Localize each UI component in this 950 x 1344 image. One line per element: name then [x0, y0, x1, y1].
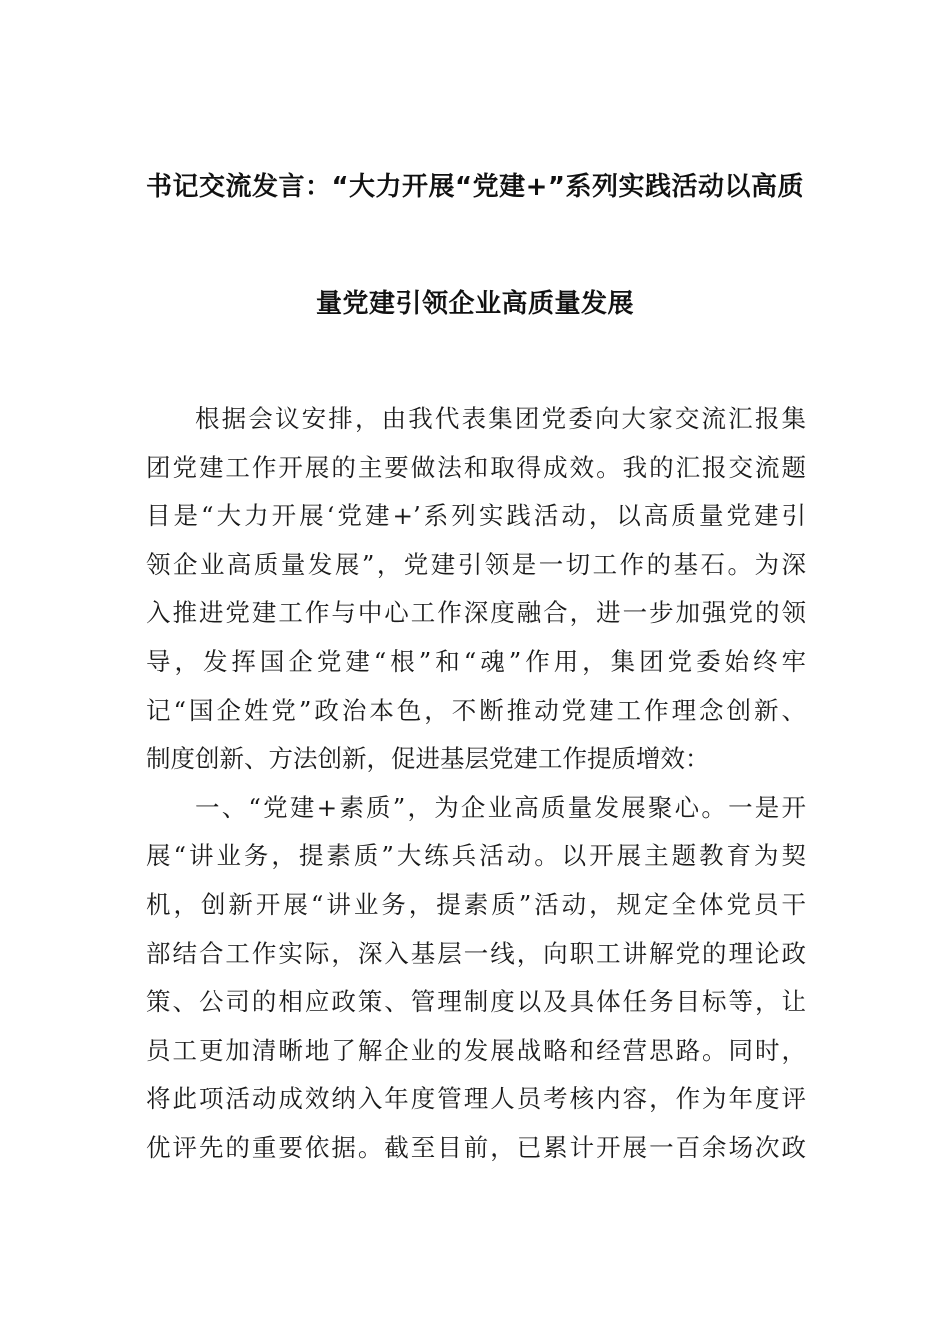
- body-line: 部结合工作实际，深入基层一线，向职工讲解党的理论政: [146, 938, 806, 968]
- body-line: 优评先的重要依据。截至目前，已累计开展一百余场次政: [146, 1132, 806, 1162]
- document-title-line-2: 量党建引领企业高质量发展: [315, 289, 634, 319]
- document-body: [146, 395, 806, 1173]
- body-line: 机，创新开展“讲业务，提素质”活动，规定全体党员干: [146, 889, 806, 919]
- body-line: 入推进党建工作与中心工作深度融合，进一步加强党的领: [146, 598, 806, 628]
- body-line: 展“讲业务，提素质”大练兵活动。以开展主题教育为契: [146, 841, 806, 871]
- body-line: 目是“大力开展‘党建+’系列实践活动，以高质量党建引: [146, 501, 806, 531]
- body-line: 领企业高质量发展”，党建引领是一切工作的基石。为深: [146, 549, 806, 579]
- body-line: 一、“党建+素质”，为企业高质量发展聚心。一是开: [195, 792, 806, 822]
- body-line: 员工更加清晰地了解企业的发展战略和经营思路。同时，: [146, 1035, 806, 1065]
- document-title-line-1: 书记交流发言：“大力开展“党建+”系列实践活动以高质: [145, 172, 805, 202]
- body-line: 将此项活动成效纳入年度管理人员考核内容，作为年度评: [146, 1084, 806, 1114]
- body-line: 记“国企姓党”政治本色，不断推动党建工作理念创新、: [146, 695, 806, 725]
- body-line: 团党建工作开展的主要做法和取得成效。我的汇报交流题: [146, 452, 806, 482]
- body-line: 根据会议安排，由我代表集团党委向大家交流汇报集: [195, 404, 806, 433]
- body-line: 制度创新、方法创新，促进基层党建工作提质增效：: [146, 744, 710, 774]
- body-line: 策、公司的相应政策、管理制度以及具体任务目标等，让: [146, 987, 806, 1017]
- body-line: 导，发挥国企党建“根”和“魂”作用，集团党委始终牢: [146, 646, 806, 676]
